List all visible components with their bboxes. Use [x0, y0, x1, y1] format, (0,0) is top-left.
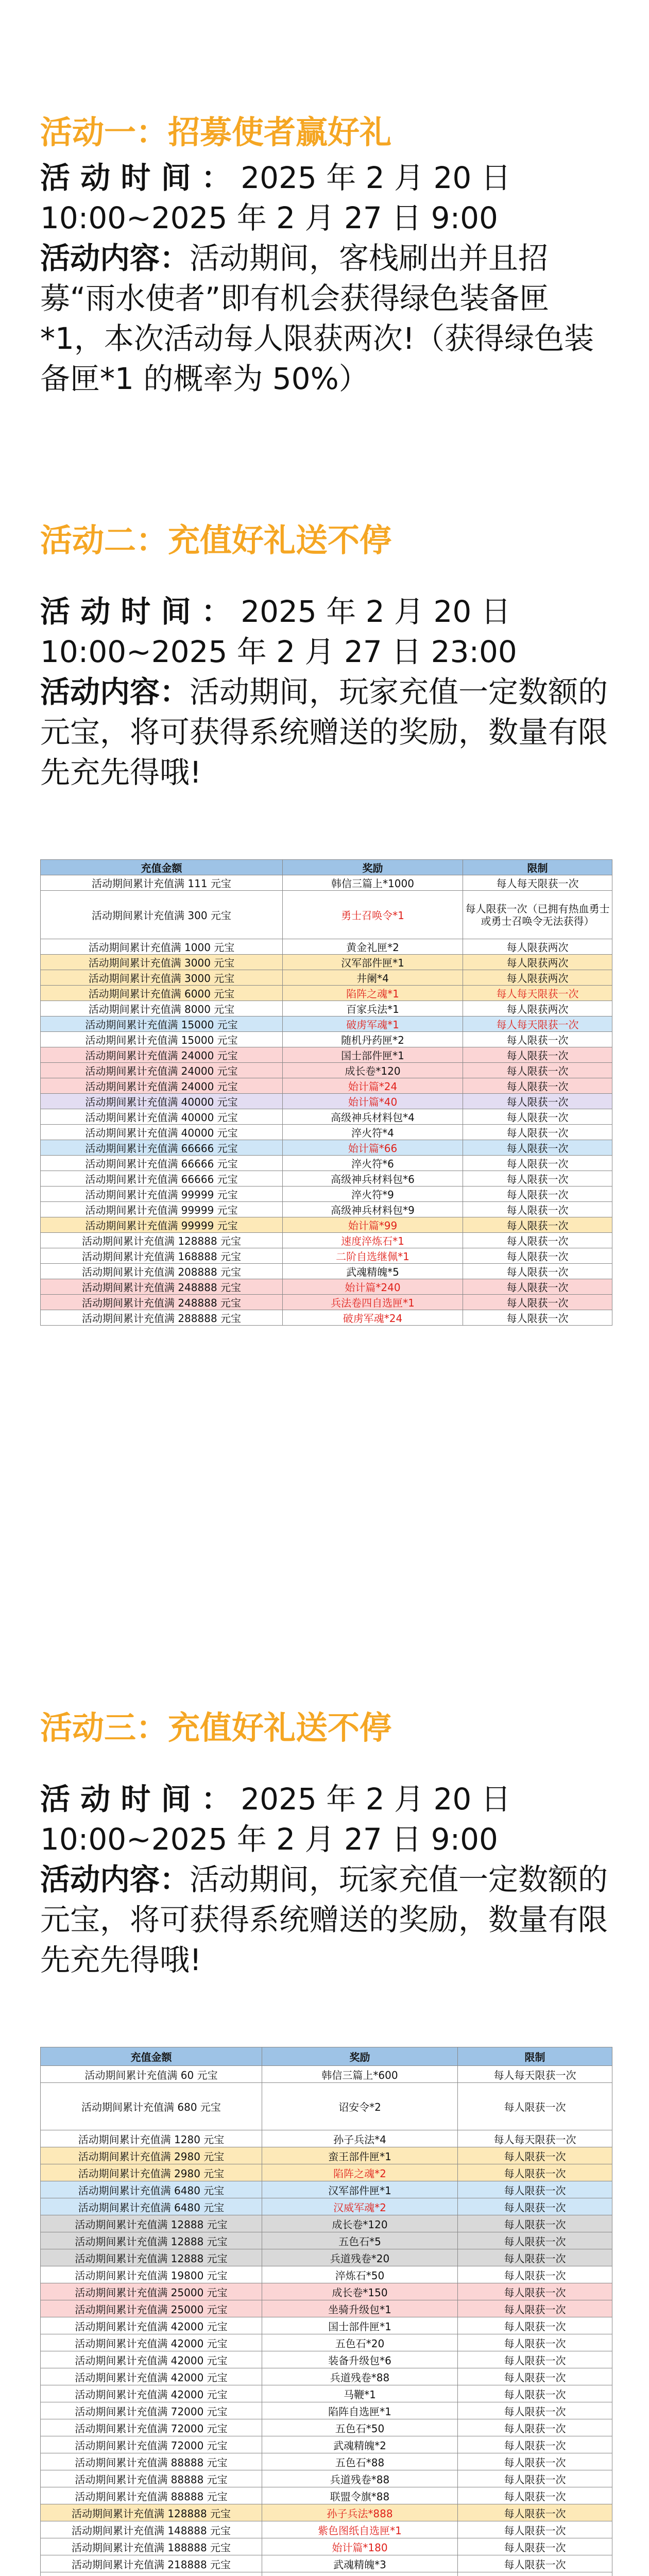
cell-amount: 活动期间累计充值满 248888 元宝 [41, 1279, 283, 1295]
cell-limit: 每人限获一次（已拥有热血勇士或勇士召唤令无法获得） [463, 891, 612, 939]
content-value: 活动期间，客栈刷出并且招募“雨水使者”即有机会获得绿色装备匣*1，本次活动每人限获两次!（获得绿色装备匣*1 的概率为 50%） [40, 240, 594, 396]
cell-amount: 活动期间累计充值满 15000 元宝 [41, 1032, 283, 1047]
header-limit: 限制 [458, 2047, 612, 2066]
table-row [41, 1248, 612, 1264]
cell-amount: 活动期间累计充值满 1000 元宝 [41, 939, 283, 955]
cell-reward [262, 2572, 458, 2576]
cell-amount: 活动期间累计充值满 72000 元宝 [41, 2402, 262, 2419]
cell-amount: 活动期间累计充值满 3000 元宝 [41, 955, 283, 970]
table-row [41, 2453, 612, 2470]
table-row [41, 1310, 612, 1326]
cell-amount: 活动期间累计充值满 40000 元宝 [41, 1125, 283, 1140]
cell-limit: 每人限获一次 [458, 2419, 612, 2436]
cell-amount: 活动期间累计充值满 25000 元宝 [41, 2283, 262, 2300]
cell-limit: 每人限获两次 [463, 1001, 612, 1016]
cell-limit: 每人限获一次 [458, 2198, 612, 2215]
cell-amount: 活动期间累计充值满 88888 元宝 [41, 2470, 262, 2487]
cell-reward: 汉军部件匣*1 [262, 2181, 458, 2198]
table-row [41, 2300, 612, 2317]
cell-reward: 汉军部件匣*1 [283, 955, 463, 970]
cell-reward: 始计篇*180 [262, 2538, 458, 2555]
cell-limit: 每人限获一次 [458, 2317, 612, 2334]
table-row [41, 1233, 612, 1248]
time-label: 活 动 时 间 ： [40, 160, 231, 195]
table-row [41, 2402, 612, 2419]
table-row [41, 2334, 612, 2351]
cell-amount: 活动期间累计充值满 19800 元宝 [41, 2266, 262, 2283]
cell-limit: 每人限获一次 [458, 2300, 612, 2317]
cell-limit: 每人限获一次 [463, 1217, 612, 1233]
table-row [41, 2419, 612, 2436]
cell-limit: 每人限获一次 [463, 1171, 612, 1187]
cell-limit: 每人限获一次 [458, 2334, 612, 2351]
table-row [41, 2083, 612, 2130]
time-value: 2025 年 2 月 20 日 10:00~2025 年 2 月 27 日 9:00 [40, 1781, 511, 1857]
cell-reward: 始计篇*40 [283, 1094, 463, 1109]
activity-3-body [40, 1779, 612, 1980]
cell-amount: 活动期间累计充值满 42000 元宝 [41, 2334, 262, 2351]
cell-reward: 成长卷*150 [262, 2283, 458, 2300]
table-row [41, 2385, 612, 2402]
cell-limit: 每人限获一次 [458, 2215, 612, 2232]
cell-amount: 活动期间累计充值满 66666 元宝 [41, 1156, 283, 1171]
cell-reward: 兵道残卷*88 [262, 2470, 458, 2487]
cell-amount: 活动期间累计充值满 300 元宝 [41, 891, 283, 939]
cell-amount: 活动期间累计充值满 168888 元宝 [41, 1248, 283, 1264]
cell-reward: 兵道残卷*20 [262, 2249, 458, 2266]
table-row [41, 1032, 612, 1047]
content-value: 活动期间，玩家充值一定数额的元宝，将可获得系统赠送的奖励，数量有限先充先得哦! [40, 674, 608, 790]
cell-limit: 每人限获一次 [458, 2147, 612, 2164]
header-amount: 充值金额 [41, 860, 283, 875]
cell-amount: 活动期间累计充值满 99999 元宝 [41, 1217, 283, 1233]
cell-amount: 活动期间累计充值满 88888 元宝 [41, 2487, 262, 2504]
table-row [41, 2504, 612, 2521]
cell-reward: 武魂精魄*2 [262, 2436, 458, 2453]
cell-reward: 五色石*5 [262, 2232, 458, 2249]
cell-limit: 每人限获一次 [458, 2351, 612, 2368]
table-row [41, 955, 612, 970]
table-row [41, 2198, 612, 2215]
cell-reward: 紫色图纸自选匣*1 [262, 2521, 458, 2538]
cell-limit: 每人限获一次 [463, 1140, 612, 1156]
table-row [41, 1063, 612, 1078]
cell-reward: 国士部件匣*1 [262, 2317, 458, 2334]
cell-amount: 活动期间累计充值满 24000 元宝 [41, 1063, 283, 1078]
cell-reward: 陷阵之魂*2 [262, 2164, 458, 2181]
cell-reward: 勇士召唤令*1 [283, 891, 463, 939]
header-limit: 限制 [463, 860, 612, 875]
cell-reward: 五色石*50 [262, 2419, 458, 2436]
table-row [41, 2368, 612, 2385]
table-row [41, 2266, 612, 2283]
cell-reward: 成长卷*120 [283, 1063, 463, 1078]
cell-amount: 活动期间累计充值满 60 元宝 [41, 2066, 262, 2083]
cell-limit [458, 2572, 612, 2576]
cell-limit: 每人限获一次 [458, 2368, 612, 2385]
cell-limit: 每人限获一次 [458, 2083, 612, 2130]
table-row [41, 2470, 612, 2487]
cell-limit: 每人限获一次 [463, 1187, 612, 1202]
time-label: 活 动 时 间 ： [40, 594, 231, 629]
header-amount: 充值金额 [41, 2047, 262, 2066]
cell-limit: 每人限获一次 [463, 1279, 612, 1295]
cell-amount: 活动期间累计充值满 72000 元宝 [41, 2436, 262, 2453]
cell-limit: 每人限获一次 [463, 1264, 612, 1279]
table-row [41, 2215, 612, 2232]
header-reward: 奖励 [262, 2047, 458, 2066]
table-row [41, 891, 612, 939]
cell-limit: 每人限获一次 [463, 1248, 612, 1264]
cell-amount: 活动期间累计充值满 15000 元宝 [41, 1016, 283, 1032]
table-row [41, 1001, 612, 1016]
cell-limit: 每人限获一次 [458, 2470, 612, 2487]
cell-amount: 活动期间累计充值满 148888 元宝 [41, 2521, 262, 2538]
cell-limit: 每人限获一次 [463, 1202, 612, 1217]
cell-reward: 淬火符*6 [283, 1156, 463, 1171]
cell-amount: 活动期间累计充值满 24000 元宝 [41, 1078, 283, 1094]
cell-reward: 高级神兵材料包*6 [283, 1171, 463, 1187]
activity-3-title: 活动三：充值好礼送不停 [40, 1709, 392, 1747]
cell-reward: 兵道残卷*88 [262, 2368, 458, 2385]
cell-limit: 每人每天限获一次 [463, 875, 612, 891]
cell-reward: 高级神兵材料包*4 [283, 1109, 463, 1125]
cell-amount: 活动期间累计充值满 12888 元宝 [41, 2232, 262, 2249]
cell-limit: 每人限获两次 [463, 970, 612, 986]
cell-reward: 百家兵法*1 [283, 1001, 463, 1016]
cell-reward: 随机丹药匣*2 [283, 1032, 463, 1047]
cell-amount: 活动期间累计充值满 24000 元宝 [41, 1047, 283, 1063]
cell-reward: 始计篇*24 [283, 1078, 463, 1094]
cell-reward: 马鞭*1 [262, 2385, 458, 2402]
cell-reward: 坐骑升级包*1 [262, 2300, 458, 2317]
table-row [41, 875, 612, 891]
cell-limit: 每人每天限获一次 [458, 2066, 612, 2083]
table-row [41, 2538, 612, 2555]
table-row [41, 2164, 612, 2181]
cell-reward: 蛮王部件匣*1 [262, 2147, 458, 2164]
table-row [41, 2130, 612, 2147]
cell-reward: 成长卷*120 [262, 2215, 458, 2232]
cell-reward: 始计篇*99 [283, 1217, 463, 1233]
cell-limit: 每人限获一次 [458, 2283, 612, 2300]
cell-limit: 每人限获一次 [463, 1125, 612, 1140]
cell-amount: 活动期间累计充值满 40000 元宝 [41, 1094, 283, 1109]
cell-limit: 每人限获一次 [463, 1156, 612, 1171]
table-row [41, 1156, 612, 1171]
table-row [41, 1016, 612, 1032]
cell-limit: 每人限获两次 [463, 955, 612, 970]
cell-amount: 活动期间累计充值满 42000 元宝 [41, 2317, 262, 2334]
cell-limit: 每人限获一次 [458, 2436, 612, 2453]
activity-2 [40, 520, 612, 792]
cell-limit: 每人限获一次 [463, 1233, 612, 1248]
time-value: 2025 年 2 月 20 日 10:00~2025 年 2 月 27 日 23:00 [40, 594, 517, 669]
cell-amount: 活动期间累计充值满 99999 元宝 [41, 1202, 283, 1217]
time-value: 2025 年 2 月 20 日 10:00~2025 年 2 月 27 日 9:00 [40, 160, 511, 235]
cell-reward: 高级神兵材料包*9 [283, 1202, 463, 1217]
activity-3-time [40, 1779, 612, 1859]
cell-reward: 孙子兵法*4 [262, 2130, 458, 2147]
activity-2-body [40, 591, 612, 792]
cell-reward: 速度淬炼石*1 [283, 1233, 463, 1248]
reward-table-2 [40, 859, 612, 1326]
activity-1-time [40, 158, 612, 238]
cell-amount: 活动期间累计充值满 25000 元宝 [41, 2300, 262, 2317]
cell-reward: 淬火符*4 [283, 1125, 463, 1140]
cell-limit: 每人限获一次 [458, 2453, 612, 2470]
cell-amount: 活动期间累计充值满 42000 元宝 [41, 2368, 262, 2385]
reward-table-3 [40, 2047, 612, 2576]
cell-amount: 活动期间累计充值满 248888 元宝 [41, 1295, 283, 1310]
activity-3-content [40, 1859, 612, 1980]
cell-reward: 五色石*88 [262, 2453, 458, 2470]
cell-reward: 始计篇*66 [283, 1140, 463, 1156]
cell-reward: 井阑*4 [283, 970, 463, 986]
cell-amount: 活动期间累计充值满 88888 元宝 [41, 2453, 262, 2470]
cell-limit: 每人限获一次 [458, 2487, 612, 2504]
cell-reward: 兵法卷四自选匣*1 [283, 1295, 463, 1310]
cell-limit: 每人限获一次 [463, 1032, 612, 1047]
cell-reward: 黄金礼匣*2 [283, 939, 463, 955]
cell-reward: 联盟令旗*88 [262, 2487, 458, 2504]
cell-amount: 活动期间累计充值满 6000 元宝 [41, 986, 283, 1001]
cell-limit: 每人限获一次 [458, 2521, 612, 2538]
time-label: 活 动 时 间 ： [40, 1781, 231, 1817]
cell-limit: 每人限获一次 [458, 2504, 612, 2521]
cell-limit: 每人限获一次 [458, 2232, 612, 2249]
cell-limit: 每人限获一次 [463, 1310, 612, 1326]
table-row [41, 2521, 612, 2538]
cell-limit: 每人限获两次 [463, 939, 612, 955]
cell-reward: 武魂精魄*5 [283, 1264, 463, 1279]
cell-amount: 活动期间累计充值满 680 元宝 [41, 2083, 262, 2130]
cell-reward: 淬火符*9 [283, 1187, 463, 1202]
activity-2-title: 活动二：充值好礼送不停 [40, 521, 392, 559]
cell-reward: 装备升级包*6 [262, 2351, 458, 2368]
activity-2-time [40, 591, 612, 672]
cell-reward: 破虏军魂*1 [283, 1016, 463, 1032]
cell-amount: 活动期间累计充值满 12888 元宝 [41, 2215, 262, 2232]
cell-limit: 每人限获一次 [463, 1295, 612, 1310]
cell-limit: 每人限获一次 [458, 2266, 612, 2283]
table-row [41, 1109, 612, 1125]
cell-amount: 活动期间累计充值满 128888 元宝 [41, 1233, 283, 1248]
table-row [41, 2181, 612, 2198]
table-row [41, 2066, 612, 2083]
table-row [41, 1202, 612, 1217]
cell-amount: 活动期间累计充值满 42000 元宝 [41, 2385, 262, 2402]
cell-limit: 每人限获一次 [463, 1047, 612, 1063]
cell-amount: 活动期间累计充值满 42000 元宝 [41, 2351, 262, 2368]
table-row [41, 1217, 612, 1233]
cell-amount: 活动期间累计充值满 288888 元宝 [41, 1310, 283, 1326]
cell-amount: 活动期间累计充值满 66666 元宝 [41, 1171, 283, 1187]
cell-limit: 每人限获一次 [463, 1078, 612, 1094]
table-row [41, 2487, 612, 2504]
table-row [41, 1094, 612, 1109]
table-row [41, 939, 612, 955]
cell-amount: 活动期间累计充值满 40000 元宝 [41, 1109, 283, 1125]
table-row [41, 2436, 612, 2453]
activity-1-title: 活动一：招募使者赢好礼 [40, 113, 392, 151]
cell-reward: 汉威军魂*2 [262, 2198, 458, 2215]
table-row [41, 2317, 612, 2334]
cell-amount: 活动期间累计充值满 8000 元宝 [41, 1001, 283, 1016]
table-row [41, 1264, 612, 1279]
cell-amount: 活动期间累计充值满 1280 元宝 [41, 2130, 262, 2147]
table-row [41, 2351, 612, 2368]
table-row [41, 2147, 612, 2164]
cell-reward: 诏安令*2 [262, 2083, 458, 2130]
cell-amount: 活动期间累计充值满 99999 元宝 [41, 1187, 283, 1202]
cell-reward: 国士部件匣*1 [283, 1047, 463, 1063]
activity-1 [40, 112, 612, 399]
table-row [41, 2572, 612, 2576]
table-row [41, 1295, 612, 1310]
activity-1-content [40, 238, 612, 399]
cell-amount: 活动期间累计充值满 66666 元宝 [41, 1140, 283, 1156]
cell-amount: 活动期间累计充值满 2980 元宝 [41, 2147, 262, 2164]
table-row [41, 1140, 612, 1156]
cell-amount: 活动期间累计充值满 208888 元宝 [41, 1264, 283, 1279]
cell-amount: 活动期间累计充值满 188888 元宝 [41, 2538, 262, 2555]
cell-limit: 每人限获一次 [463, 1063, 612, 1078]
table-row [41, 970, 612, 986]
cell-amount: 活动期间累计充值满 12888 元宝 [41, 2249, 262, 2266]
cell-limit: 每人限获一次 [463, 1094, 612, 1109]
cell-reward: 韩信三篇上*1000 [283, 875, 463, 891]
table-row [41, 986, 612, 1001]
cell-amount: 活动期间累计充值满 111 元宝 [41, 875, 283, 891]
cell-limit: 每人限获一次 [458, 2555, 612, 2572]
cell-reward: 孙子兵法*888 [262, 2504, 458, 2521]
cell-reward: 破虏军魂*24 [283, 1310, 463, 1326]
cell-limit: 每人限获一次 [463, 1109, 612, 1125]
cell-amount [41, 2572, 262, 2576]
activity-1-body [40, 158, 612, 399]
cell-limit: 每人限获一次 [458, 2181, 612, 2198]
cell-reward: 陷阵自选匣*1 [262, 2402, 458, 2419]
cell-reward: 韩信三篇上*600 [262, 2066, 458, 2083]
activity-3 [40, 1708, 612, 1980]
table-row [41, 1187, 612, 1202]
cell-amount: 活动期间累计充值满 218888 元宝 [41, 2555, 262, 2572]
cell-limit: 每人限获一次 [458, 2385, 612, 2402]
table-row [41, 1279, 612, 1295]
cell-limit: 每人每天限获一次 [458, 2130, 612, 2147]
cell-amount: 活动期间累计充值满 2980 元宝 [41, 2164, 262, 2181]
table-row [41, 2232, 612, 2249]
cell-amount: 活动期间累计充值满 72000 元宝 [41, 2419, 262, 2436]
activity-2-content [40, 672, 612, 792]
cell-limit: 每人每天限获一次 [463, 1016, 612, 1032]
content-value: 活动期间，玩家充值一定数额的元宝，将可获得系统赠送的奖励，数量有限先充先得哦! [40, 1861, 608, 1977]
cell-reward: 始计篇*240 [283, 1279, 463, 1295]
cell-limit: 每人每天限获一次 [463, 986, 612, 1001]
content-label: 活动内容： [40, 674, 190, 709]
cell-amount: 活动期间累计充值满 128888 元宝 [41, 2504, 262, 2521]
cell-limit: 每人限获一次 [458, 2538, 612, 2555]
cell-amount: 活动期间累计充值满 6480 元宝 [41, 2181, 262, 2198]
content-label: 活动内容： [40, 1861, 190, 1897]
cell-reward: 二阶自选继佩*1 [283, 1248, 463, 1264]
table-row [41, 1047, 612, 1063]
table-row [41, 2249, 612, 2266]
table-row [41, 2283, 612, 2300]
cell-reward: 陷阵之魂*1 [283, 986, 463, 1001]
table-row [41, 1078, 612, 1094]
content-label: 活动内容： [40, 240, 190, 276]
header-reward: 奖励 [283, 860, 463, 875]
table-row [41, 1171, 612, 1187]
cell-limit: 每人限获一次 [458, 2249, 612, 2266]
cell-reward: 淬炼石*50 [262, 2266, 458, 2283]
cell-reward: 五色石*20 [262, 2334, 458, 2351]
table-row [41, 1125, 612, 1140]
cell-amount: 活动期间累计充值满 3000 元宝 [41, 970, 283, 986]
cell-limit: 每人限获一次 [458, 2402, 612, 2419]
cell-reward: 武魂精魄*3 [262, 2555, 458, 2572]
cell-limit: 每人限获一次 [458, 2164, 612, 2181]
cell-amount: 活动期间累计充值满 6480 元宝 [41, 2198, 262, 2215]
table-row [41, 2555, 612, 2572]
